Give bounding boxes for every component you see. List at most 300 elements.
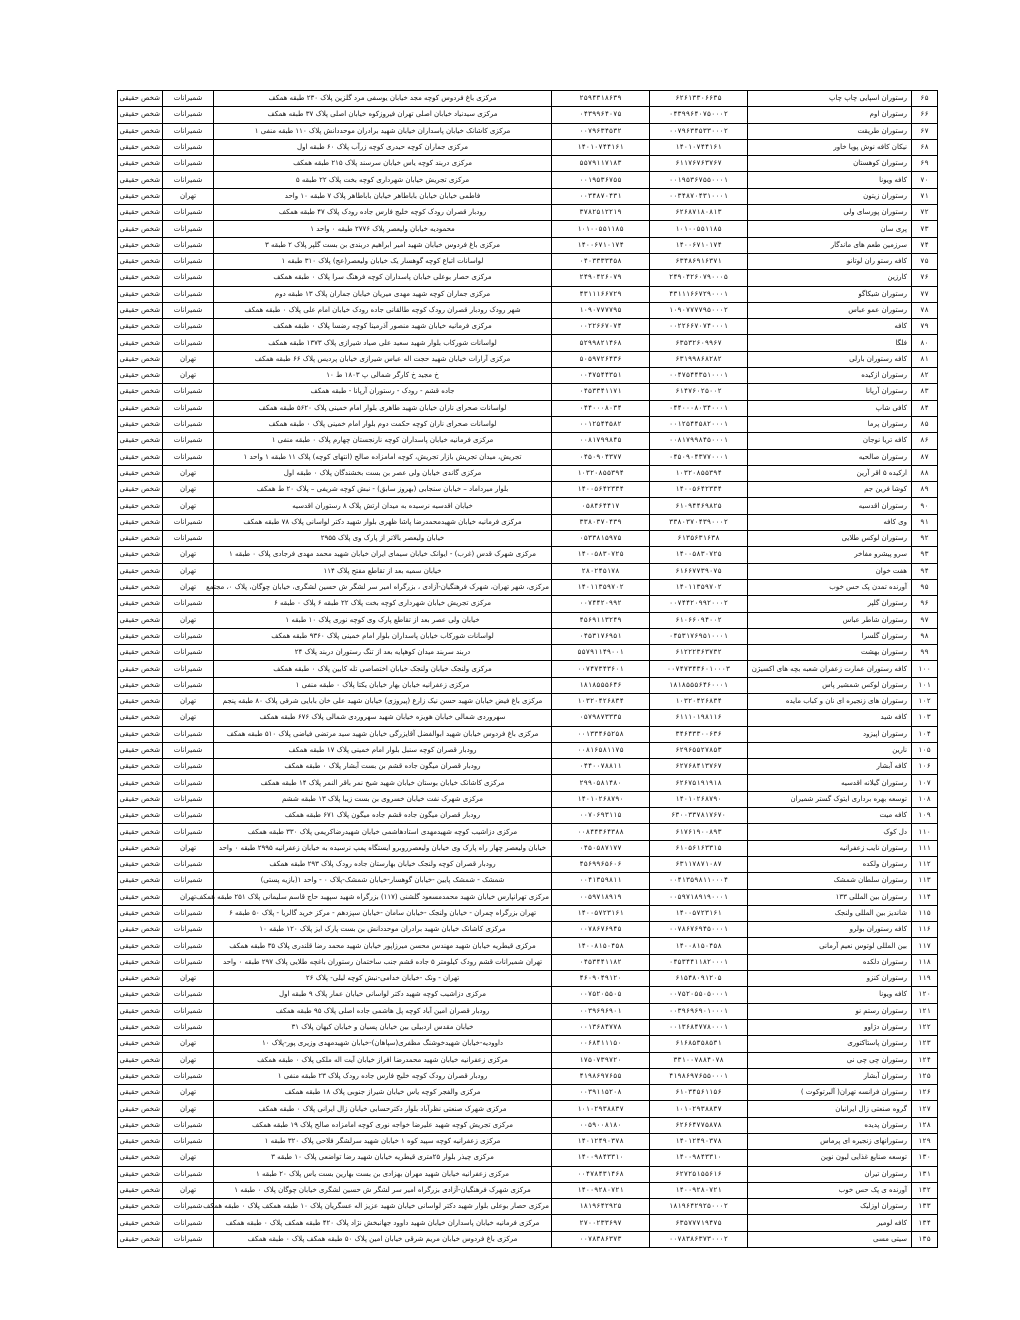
table-row — [118, 107, 938, 123]
postal-code-cell: ۲۵۹۴۳۱۸۶۳۹ — [552, 91, 650, 107]
business-name-cell: رستوران اوزلیک — [748, 1199, 912, 1215]
city-cell: شمیرانات — [163, 726, 214, 742]
person-type-cell: شخص حقیقی — [118, 1101, 163, 1117]
table-row — [118, 1101, 938, 1117]
city-cell: شمیرانات — [163, 856, 214, 872]
address-cell: مرکزی جماران کوچه حیدری کوچه زرآب پلاک ۶۰ طبقه اول — [214, 139, 552, 155]
row-number-cell: ۱۲۰ — [912, 987, 938, 1003]
national-id-cell: ۶۳۱۹۹۸۶۸۲۸۲ — [650, 351, 748, 367]
table-row — [118, 416, 938, 432]
row-number-cell: ۹۷ — [912, 612, 938, 628]
postal-code-cell: ۰۰۵۹۷۱۸۹۱۹ — [552, 889, 650, 905]
address-cell: مرکزی شهرک فرهنگیان-آزادی بزرگراه امیر سر لشگر ش حسین لشگری خیابان چوگان پلاک ۰ طبقه ۱ — [214, 1182, 552, 1198]
row-number-cell: ۱۰۳ — [912, 710, 938, 726]
row-number-cell: ۷۹ — [912, 319, 938, 335]
postal-code-cell: ۱۴۰۱۰۲۶۸۷۹۰ — [552, 791, 650, 807]
table-row — [118, 677, 938, 693]
business-name-cell: رستوران کوهستان — [748, 156, 912, 172]
row-number-cell: ۶۶ — [912, 107, 938, 123]
table-row — [118, 221, 938, 237]
business-name-cell: رستوران گلسرا — [748, 628, 912, 644]
national-id-cell: ۰۰۱۳۶۸۴۷۷۸۰۰۰۱ — [650, 1019, 748, 1035]
person-type-cell: شخص حقیقی — [118, 726, 163, 742]
city-cell: تهران — [163, 498, 214, 514]
address-cell: مرکزی تهرانپارس خیابان شهید محمدمسعود گلشنی (۱۱۷) بزرگراه شهید سپهبد حاج قاسم سلیمانی پلاک ۲۵۱ طبقه همکف — [214, 889, 552, 905]
national-id-cell: ۴۱۹۸۶۹۷۶۵۵۰۰۰۱ — [650, 1068, 748, 1084]
row-number-cell: ۶۸ — [912, 139, 938, 155]
national-id-cell: ۶۱۰۶۶۰۹۴۰۰۲ — [650, 612, 748, 628]
table-row — [118, 302, 938, 318]
city-cell: شمیرانات — [163, 449, 214, 465]
table-row — [118, 987, 938, 1003]
postal-code-cell: ۰۰۷۵۲۰۵۵۰۵ — [552, 987, 650, 1003]
row-number-cell: ۷۲ — [912, 205, 938, 221]
business-name-cell: رستوران گلپر — [748, 596, 912, 612]
postal-code-cell: ۰۰۷۸۳۸۶۳۷۳ — [552, 1231, 650, 1247]
business-name-cell: رستوران پورسای ولی — [748, 205, 912, 221]
person-type-cell: شخص حقیقی — [118, 416, 163, 432]
person-type-cell: شخص حقیقی — [118, 384, 163, 400]
national-id-cell: ۶۱۰۹۴۴۶۹۸۲۵ — [650, 498, 748, 514]
business-name-cell: رستوران گیلانه اقدسیه — [748, 775, 912, 791]
person-type-cell: شخص حقیقی — [118, 531, 163, 547]
business-name-cell: رستوران آبشار — [748, 1068, 912, 1084]
national-id-cell: ۱۴۰۱۲۴۹۰۳۷۸ — [650, 1134, 748, 1150]
row-number-cell: ۱۳۲ — [912, 1182, 938, 1198]
postal-code-cell: ۲۴۹۰۴۲۶۰۷۹ — [552, 270, 650, 286]
table-row — [118, 742, 938, 758]
person-type-cell: شخص حقیقی — [118, 612, 163, 628]
table-row — [118, 1199, 938, 1215]
national-id-cell: ۱۴۰۱۰۲۶۸۷۹۰ — [650, 791, 748, 807]
table-row — [118, 1166, 938, 1182]
table-row — [118, 645, 938, 661]
table-row — [118, 693, 938, 709]
city-cell: شمیرانات — [163, 270, 214, 286]
business-name-cell: رستوران لوکس طلایی — [748, 531, 912, 547]
city-cell: شمیرانات — [163, 759, 214, 775]
postal-code-cell: ۰۰۴۱۳۵۹۸۱۱ — [552, 873, 650, 889]
postal-code-cell: ۰۰۸۱۶۵۸۱۱۷۵ — [552, 742, 650, 758]
city-cell: شمیرانات — [163, 873, 214, 889]
business-name-cell: رستوران رستم نو — [748, 1003, 912, 1019]
person-type-cell: شخص حقیقی — [118, 759, 163, 775]
city-cell: تهران — [163, 1036, 214, 1052]
postal-code-cell: ۰۴۴۰۰۰۸۰۳۴ — [552, 400, 650, 416]
table-row — [118, 661, 938, 677]
postal-code-cell: ۰۴۵۰۹۰۴۳۷۷ — [552, 449, 650, 465]
postal-code-cell: ۲۷۰۰۲۳۳۶۹۷ — [552, 1215, 650, 1231]
table-row — [118, 840, 938, 856]
national-id-cell: ۶۱۰۵۶۱۶۳۳۱۵ — [650, 840, 748, 856]
city-cell: شمیرانات — [163, 1231, 214, 1247]
row-number-cell: ۱۳۴ — [912, 1215, 938, 1231]
row-number-cell: ۱۰۷ — [912, 775, 938, 791]
national-id-cell: ۶۱۶۶۷۷۳۹۰۷۵ — [650, 563, 748, 579]
person-type-cell: شخص حقیقی — [118, 856, 163, 872]
postal-code-cell: ۳۷۸۲۵۱۲۲۱۹ — [552, 205, 650, 221]
address-cell: مرکزی قیطریه خیابان شهید مهندس محسن میرزاپور خیابان شهید محمد رضا قلندری پلاک ۳۵ طبقه همکف — [214, 938, 552, 954]
person-type-cell: شخص حقیقی — [118, 677, 163, 693]
row-number-cell: ۹۶ — [912, 596, 938, 612]
person-type-cell: شخص حقیقی — [118, 1182, 163, 1198]
address-cell: خیابان مقدس اردبیلی بین خیابان پسیان و خیابان کیهان پلاک ۳۱ — [214, 1019, 552, 1035]
person-type-cell: شخص حقیقی — [118, 628, 163, 644]
table-row — [118, 1003, 938, 1019]
table-row — [118, 237, 938, 253]
city-cell: تهران — [163, 840, 214, 856]
city-cell: شمیرانات — [163, 1003, 214, 1019]
row-number-cell: ۷۳ — [912, 221, 938, 237]
national-id-cell: ۶۱۴۷۶۰۲۵۰۰۲ — [650, 384, 748, 400]
row-number-cell: ۱۲۲ — [912, 1019, 938, 1035]
business-name-cell: آورنده ی پک حس خوب — [748, 1182, 912, 1198]
table-row — [118, 824, 938, 840]
table-row — [118, 1068, 938, 1084]
row-number-cell: ۱۲۷ — [912, 1101, 938, 1117]
business-name-cell: رستوران های زنجیره ای نان و کباب مایده — [748, 693, 912, 709]
postal-code-cell: ۱۷۵۰۷۳۹۷۲۰ — [552, 1052, 650, 1068]
row-number-cell: ۹۳ — [912, 547, 938, 563]
city-cell: شمیرانات — [163, 1134, 214, 1150]
table-row — [118, 889, 938, 905]
city-cell: شمیرانات — [163, 905, 214, 921]
national-id-cell: ۶۳۵۷۷۷۱۹۴۷۵ — [650, 1215, 748, 1231]
row-number-cell: ۷۵ — [912, 253, 938, 269]
address-cell: مرکزی باغ فردوس کوچه مجد خیابان یوسفی مرد گلزین پلاک ۲۳۰ طبقه همکف — [214, 91, 552, 107]
row-number-cell: ۱۲۱ — [912, 1003, 938, 1019]
person-type-cell: شخص حقیقی — [118, 1117, 163, 1133]
postal-code-cell: ۵۰۵۹۷۲۶۴۳۶ — [552, 351, 650, 367]
national-id-cell: ۰۰۱۹۵۳۶۷۵۵۰۰۰۱ — [650, 172, 748, 188]
row-number-cell: ۸۸ — [912, 465, 938, 481]
postal-code-cell: ۱۰۳۲۰۴۲۶۸۳۴ — [552, 693, 650, 709]
table-row — [118, 905, 938, 921]
address-cell: مرکزی سیدنیاد خیابان اصلی تهران فیروزکوه خیابان اصلی پلاک ۳۷ طبقه همکف — [214, 107, 552, 123]
national-id-cell: ۶۲۹۶۵۵۲۷۸۵۳ — [650, 742, 748, 758]
business-name-cell: نارین — [748, 742, 912, 758]
person-type-cell: شخص حقیقی — [118, 482, 163, 498]
row-number-cell: ۱۱۹ — [912, 971, 938, 987]
national-id-cell: ۶۲۶۶۴۷۷۵۸۷۸ — [650, 1117, 748, 1133]
postal-code-cell: ۰۰۳۹۶۹۶۹۰۱ — [552, 1003, 650, 1019]
table-row — [118, 482, 938, 498]
business-name-cell: گروه صنعتی زال ایرانیان — [748, 1101, 912, 1117]
person-type-cell: شخص حقیقی — [118, 1068, 163, 1084]
business-name-cell: رستوران ازکیده — [748, 368, 912, 384]
business-name-cell: کافه تریا نوجان — [748, 433, 912, 449]
row-number-cell: ۱۱۲ — [912, 856, 938, 872]
restaurant-table — [117, 90, 938, 1248]
city-cell: شمیرانات — [163, 938, 214, 954]
table-row — [118, 1231, 938, 1247]
postal-code-cell: ۰۰۱۳۶۸۴۷۷۸ — [552, 1019, 650, 1035]
address-cell: لواسانات شورکاب خیابان پاسداران بلوار امام خمینی پلاک ۹۳۶۰ طبقه همکف — [214, 628, 552, 644]
national-id-cell: ۱۴۰۰۵۷۲۳۱۶۱ — [650, 905, 748, 921]
table-row — [118, 873, 938, 889]
address-cell: مرکزی فرمانیه خیابان شهید منصور آذرمینا کوچه رضسا پلاک ۰ طبقه همکف — [214, 319, 552, 335]
city-cell: شمیرانات — [163, 205, 214, 221]
business-name-cell: رستوران شیکاگو — [748, 286, 912, 302]
row-number-cell: ۱۳۳ — [912, 1199, 938, 1215]
row-number-cell: ۱۰۵ — [912, 742, 938, 758]
table-row — [118, 188, 938, 204]
row-number-cell: ۱۲۸ — [912, 1117, 938, 1133]
address-cell: مرکزی گاندی خیابان ولی عصر بن بست بخشندگان پلاک ۰ طبقه اول — [214, 465, 552, 481]
national-id-cell: ۱۴۰۱۱۳۵۹۷۰۲ — [650, 579, 748, 595]
national-id-cell: ۰۰۷۸۳۸۶۳۷۳۰۰۰۲ — [650, 1231, 748, 1247]
address-cell: مرکزی شهرک نفت خیابان خسروی بن بست زیبا پلاک ۱۳ طبقه ششم — [214, 791, 552, 807]
row-number-cell: ۱۱۸ — [912, 954, 938, 970]
city-cell: تهران — [163, 1085, 214, 1101]
table-row — [118, 1215, 938, 1231]
address-cell: مرکزی والفجر کوچه یاس خیابان شیراز جنوبی پلاک ۱۸ طبقه همکف — [214, 1085, 552, 1101]
city-cell: تهران — [163, 563, 214, 579]
person-type-cell: شخص حقیقی — [118, 368, 163, 384]
row-number-cell: ۱۱۳ — [912, 873, 938, 889]
city-cell: شمیرانات — [163, 400, 214, 416]
person-type-cell: شخص حقیقی — [118, 319, 163, 335]
postal-code-cell: ۰۰۷۹۶۳۴۵۳۲ — [552, 123, 650, 139]
city-cell: شمیرانات — [163, 987, 214, 1003]
address-cell: مرکزی باغ فیض خیابان شهید حسن نیک زارع (پیروزی) خیابان شهید علی خان بابایی شرقی پلاک ۸۰ طبقه پنجم — [214, 693, 552, 709]
row-number-cell: ۷۱ — [912, 188, 938, 204]
person-type-cell: شخص حقیقی — [118, 253, 163, 269]
business-name-cell: توسعه صنایع غذایی لیون نوین — [748, 1150, 912, 1166]
address-cell: رودبار قصران رودک کوچه خلیج فارس جاده رودک پلاک ۴۷ طبقه همکف — [214, 205, 552, 221]
postal-code-cell: ۵۲۹۹۸۲۱۴۶۸ — [552, 335, 650, 351]
business-name-cell: کافه ویونا — [748, 172, 912, 188]
row-number-cell: ۶۷ — [912, 123, 938, 139]
person-type-cell: شخص حقیقی — [118, 840, 163, 856]
postal-code-cell: ۱۸۱۸۵۵۵۶۴۶ — [552, 677, 650, 693]
business-name-cell: رستوران دلکده — [748, 954, 912, 970]
national-id-cell: ۶۱۳۵۶۳۱۶۳۸ — [650, 531, 748, 547]
person-type-cell: شخص حقیقی — [118, 221, 163, 237]
national-id-cell: ۳۳۸۰۳۷۰۴۳۹۰۰۰۲ — [650, 514, 748, 530]
business-name-cell: رستوران اقدسیه — [748, 498, 912, 514]
city-cell: شمیرانات — [163, 808, 214, 824]
national-id-cell: ۶۳۰۰۳۳۷۸۱۷۶۷۰ — [650, 808, 748, 824]
city-cell: شمیرانات — [163, 628, 214, 644]
national-id-cell: ۶۱۱۱۰۱۹۸۱۱۶ — [650, 710, 748, 726]
national-id-cell: ۳۴۶۴۳۳۰۰۶۳۶ — [650, 726, 748, 742]
person-type-cell: شخص حقیقی — [118, 1231, 163, 1247]
national-id-cell: ۱۸۱۹۶۴۲۹۲۵۰۰۰۲ — [650, 1199, 748, 1215]
table-row — [118, 1117, 938, 1133]
city-cell: شمیرانات — [163, 661, 214, 677]
business-name-cell: رستوران صالحیه — [748, 449, 912, 465]
table-row — [118, 579, 938, 595]
business-name-cell: رستوران تیران — [748, 1166, 912, 1182]
person-type-cell: شخص حقیقی — [118, 938, 163, 954]
postal-code-cell: ۱۰۳۲۰۸۵۵۳۹۴ — [552, 465, 650, 481]
national-id-cell: ۶۱۰۳۴۵۶۱۱۵۶ — [650, 1085, 748, 1101]
city-cell: تهران — [163, 693, 214, 709]
business-name-cell: رستوران طریقت — [748, 123, 912, 139]
table-row — [118, 856, 938, 872]
row-number-cell: ۸۱ — [912, 351, 938, 367]
national-id-cell: ۶۲۷۲۵۱۵۵۶۱۶ — [650, 1166, 748, 1182]
table-row — [118, 270, 938, 286]
business-name-cell: رستوران پدیده — [748, 1117, 912, 1133]
business-name-cell: کافه رستوران بولرو — [748, 922, 912, 938]
national-id-cell: ۰۰۷۴۷۳۴۳۶۰۱۰۰۰۳ — [650, 661, 748, 677]
business-name-cell: کافه — [748, 319, 912, 335]
business-name-cell: رستوران پرما — [748, 416, 912, 432]
address-cell: دربند سربند میدان کوهپایه بعد از تنگ رستوران دربند پلاک ۲۴ — [214, 645, 552, 661]
person-type-cell: شخص حقیقی — [118, 563, 163, 579]
row-number-cell: ۸۷ — [912, 449, 938, 465]
address-cell: خیابان اقدسیه نرسیده به میدان ارتش پلاک ۸ رستوران اقدسیه — [214, 498, 552, 514]
row-number-cell: ۱۲۵ — [912, 1068, 938, 1084]
postal-code-cell: ۰۵۳۳۸۱۵۹۷۵ — [552, 531, 650, 547]
city-cell: شمیرانات — [163, 107, 214, 123]
row-number-cell: ۱۲۹ — [912, 1134, 938, 1150]
business-name-cell: رستوران دژاوو — [748, 1019, 912, 1035]
address-cell: لواسانات شورکاب بلوار شهید سعید علی صیاد شیرازی پلاک ۱۳۷۳ طبقه همکف — [214, 335, 552, 351]
person-type-cell: شخص حقیقی — [118, 514, 163, 530]
address-cell: مرکزی زعفرانیه خیابان شهید مهران بهزادی بن بست بهارین بست یاس پلاک ۲۰ طبقه ۱ — [214, 1166, 552, 1182]
row-number-cell: ۱۱۶ — [912, 922, 938, 938]
table-row — [118, 563, 938, 579]
address-cell: مرکزی فرمانیه خیابان شهیدمحمدرضا پاشا ظهری بلوار شهید دکتر لواسانی پلاک ۷۸ طبقه همکف — [214, 514, 552, 530]
city-cell: شمیرانات — [163, 775, 214, 791]
person-type-cell: شخص حقیقی — [118, 270, 163, 286]
national-id-cell: ۱۴۰۱۰۷۴۴۱۶۱ — [650, 139, 748, 155]
business-name-cell: توسعه بهره برداری ایتوک گستر شمیران — [748, 791, 912, 807]
business-name-cell: وی کافه — [748, 514, 912, 530]
table-row — [118, 808, 938, 824]
person-type-cell: شخص حقیقی — [118, 205, 163, 221]
national-id-cell: ۶۱۷۶۱۹۰۰۸۹۳ — [650, 824, 748, 840]
business-name-cell: رستوران بهشت — [748, 645, 912, 661]
person-type-cell: شخص حقیقی — [118, 139, 163, 155]
national-id-cell: ۰۴۴۰۰۰۸۰۳۴۰۰۰۱ — [650, 400, 748, 416]
national-id-cell: ۱۴۰۰۹۲۸۰۷۲۱ — [650, 1182, 748, 1198]
postal-code-cell: ۰۴۵۳۱۷۶۹۵۱ — [552, 628, 650, 644]
national-id-cell: ۰۴۵۰۹۰۴۳۷۷۰۰۰۱ — [650, 449, 748, 465]
national-id-cell: ۶۲۶۱۳۳۰۶۶۳۵ — [650, 91, 748, 107]
person-type-cell: شخص حقیقی — [118, 971, 163, 987]
address-cell: مرکزی شهرک صنعتی نظرآباد بلوار دکترحسابی خیابان زال ایرانی پلاک ۰ طبقه همکف — [214, 1101, 552, 1117]
person-type-cell: شخص حقیقی — [118, 433, 163, 449]
postal-code-cell: ۰۴۰۳۳۳۳۴۵۸ — [552, 253, 650, 269]
person-type-cell: شخص حقیقی — [118, 1019, 163, 1035]
business-name-cell: کافه ویونا — [748, 987, 912, 1003]
national-id-cell: ۰۰۴۷۵۴۴۳۵۱۰۰۰۱ — [650, 368, 748, 384]
person-type-cell: شخص حقیقی — [118, 123, 163, 139]
address-cell: مرکزی فرمانیه خیابان پاسداران کوچه نارنجستان چهارم پلاک ۰ طبقه منفی ۱ — [214, 433, 552, 449]
row-number-cell: ۱۳۵ — [912, 1231, 938, 1247]
postal-code-cell: ۰۰۷۰۶۹۳۱۱۵ — [552, 808, 650, 824]
table-row — [118, 596, 938, 612]
row-number-cell: ۱۰۱ — [912, 677, 938, 693]
row-number-cell: ۷۰ — [912, 172, 938, 188]
national-id-cell: ۰۰۷۹۶۳۴۵۳۳۰۰۰۲ — [650, 123, 748, 139]
city-cell: شمیرانات — [163, 172, 214, 188]
national-id-cell: ۶۳۱۱۷۸۷۱۰۸۷ — [650, 856, 748, 872]
business-name-cell: رستوران نایب زعفرانیه — [748, 840, 912, 856]
row-number-cell: ۶۹ — [912, 156, 938, 172]
city-cell: تهران — [163, 1150, 214, 1166]
person-type-cell: شخص حقیقی — [118, 579, 163, 595]
person-type-cell: شخص حقیقی — [118, 645, 163, 661]
business-name-cell: رستوران فرانسه تهران( آلبرتوکوت ) — [748, 1085, 912, 1101]
business-name-cell: رستوران بین المللی ۱۳۳ — [748, 889, 912, 905]
business-name-cell: رستوران لوکس شمشیر پاس — [748, 677, 912, 693]
table-row — [118, 139, 938, 155]
city-cell: شمیرانات — [163, 824, 214, 840]
city-cell: شمیرانات — [163, 1166, 214, 1182]
table-row — [118, 449, 938, 465]
row-number-cell: ۹۰ — [912, 498, 938, 514]
address-cell: رودبار قصران میگون جاده قشم بن بست آبشار پلاک ۰ طبقه همکف — [214, 759, 552, 775]
city-cell: شمیرانات — [163, 645, 214, 661]
postal-code-cell: ۰۰۸۱۷۹۹۸۴۵ — [552, 433, 650, 449]
table-row — [118, 253, 938, 269]
postal-code-cell: ۴۱۹۸۶۹۷۶۵۵ — [552, 1068, 650, 1084]
business-name-cell: سیتی مسی — [748, 1231, 912, 1247]
postal-code-cell: ۰۰۸۴۴۳۶۴۳۸۸ — [552, 824, 650, 840]
address-cell: سهروردی شمالی خیابان هویزه خیابان شهید سهروردی شمالی پلاک ۶۷۶ طبقه همکف — [214, 710, 552, 726]
person-type-cell: شخص حقیقی — [118, 91, 163, 107]
address-cell: بلوار میرداماد – خیابان سنجابی (بهروز سابق) - نبش کوچه شریفی – پلاک ۲۰ ط همکف — [214, 482, 552, 498]
postal-code-cell: ۰۰۶۸۴۱۱۱۵۰ — [552, 1036, 650, 1052]
city-cell: شمیرانات — [163, 742, 214, 758]
address-cell: مرکزی دربند کوچه یاس خیابان سرسند پلاک ۲۱۵ طبقه همکف — [214, 156, 552, 172]
postal-code-cell: ۰۴۳۹۹۶۴۰۷۵ — [552, 107, 650, 123]
row-number-cell: ۱۲۶ — [912, 1085, 938, 1101]
address-cell: رودبار قصران کوچه سنبل بلوار امام خمینی پلاک ۱۷ طبقه همکف — [214, 742, 552, 758]
postal-code-cell: ۱۸۱۹۶۴۲۹۲۵ — [552, 1199, 650, 1215]
business-name-cell: کافه رستوران عمارت زعفران شعبه بچه های اکسیژن — [748, 661, 912, 677]
city-cell: شمیرانات — [163, 319, 214, 335]
table-row — [118, 1182, 938, 1198]
business-name-cell: سرزمین طعم های ماندگار — [748, 237, 912, 253]
city-cell: تهران — [163, 351, 214, 367]
table-row — [118, 514, 938, 530]
person-type-cell: شخص حقیقی — [118, 954, 163, 970]
table-row — [118, 922, 938, 938]
table-row — [118, 971, 938, 987]
person-type-cell: شخص حقیقی — [118, 775, 163, 791]
table-row — [118, 954, 938, 970]
national-id-cell: ۶۱۲۲۲۳۶۳۷۳۲ — [650, 645, 748, 661]
city-cell: شمیرانات — [163, 335, 214, 351]
address-cell: تهران بزرگراه چمران - خیابان ولنجک -خیابان سامان -خیابان سپزدهم - مرکز خرید گالریا - پلاک ۵۰ طبقه ۶ — [214, 905, 552, 921]
city-cell: شمیرانات — [163, 416, 214, 432]
address-cell: تهران - ونک -خیابان خدامی-نبش کوچه لیلی- پلاک ۲۶ — [214, 971, 552, 987]
business-name-cell: سرو پیشرو مفاخر — [748, 547, 912, 563]
table-row — [118, 433, 938, 449]
national-id-cell: ۱۸۱۸۵۵۵۶۴۶۰۰۰۱ — [650, 677, 748, 693]
postal-code-cell: ۴۵۶۹۹۶۵۶۰۶ — [552, 856, 650, 872]
city-cell: شمیرانات — [163, 514, 214, 530]
row-number-cell: ۸۵ — [912, 416, 938, 432]
city-cell: تهران — [163, 547, 214, 563]
city-cell: شمیرانات — [163, 1117, 214, 1133]
national-id-cell: ۴۳۱۱۱۶۶۷۲۹۰۰۰۱ — [650, 286, 748, 302]
postal-code-cell: ۵۵۷۹۱۱۴۹۰۰۱ — [552, 645, 650, 661]
address-cell: مرکزی باغ فردوس خیابان شهید ابوالفضل آقایزرگی خیابان شهید سید مرتضی فیاضی پلاک ۵۱۰ طبقه همکف — [214, 726, 552, 742]
postal-code-cell: ۱۰۱۰۰۵۵۱۱۸۵ — [552, 221, 650, 237]
address-cell: مرکزی باغ فردوس خیابان مریم شرقی خیابان امین پلاک ۵۰ طبقه همکف پلاک ۰ طبقه همکف — [214, 1231, 552, 1247]
person-type-cell: شخص حقیقی — [118, 286, 163, 302]
address-cell: لواسانات صحرای ناران کوچه حکمت دوم بلوار امام خمینی پلاک ۰ طبقه همکف — [214, 416, 552, 432]
table-row — [118, 628, 938, 644]
address-cell: خیابان ولیعصر چهار راه پارک وی خیابان ولیعصرروبرو ایستگاه پمپ نرسیده به خیابان زعفرانیه ۲۹۹۵ طبقه ۰ واحد — [214, 840, 552, 856]
